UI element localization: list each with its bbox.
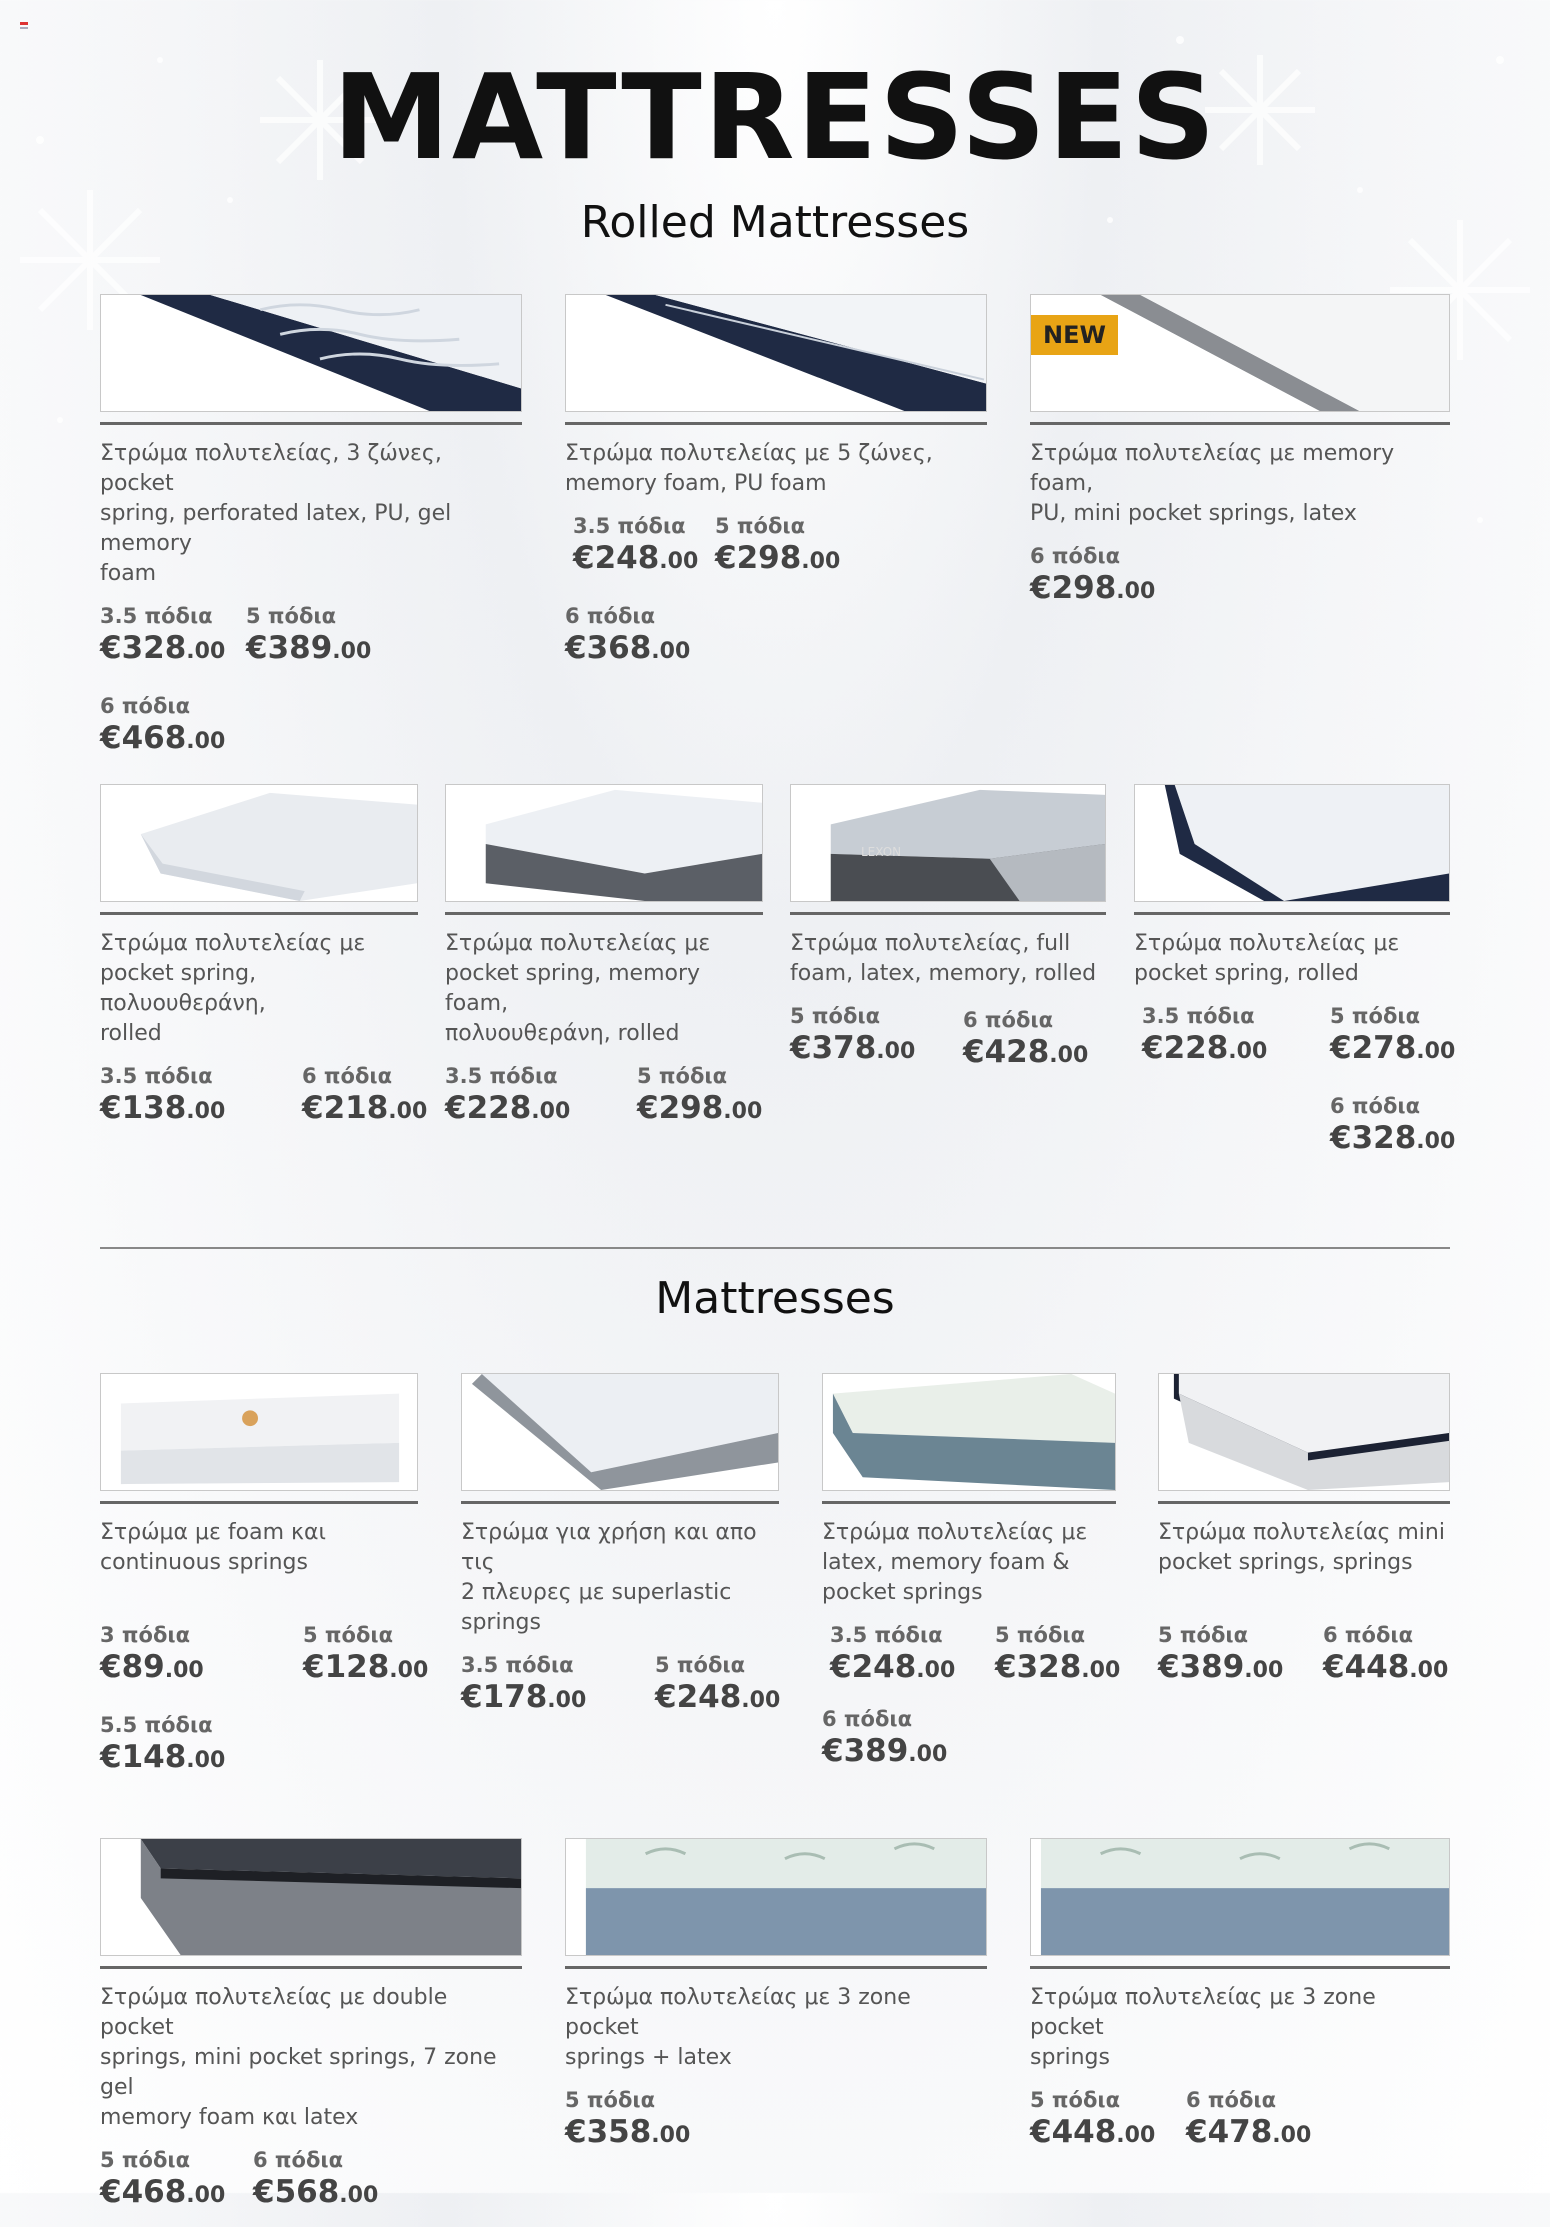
divider-line — [100, 422, 522, 425]
divider-line — [100, 1501, 418, 1504]
price-value: €248.00 — [655, 1679, 781, 1715]
price-tag — [100, 1063, 225, 1131]
product-description — [1030, 439, 1450, 529]
section-title-rolled: Rolled Mattresses — [580, 197, 970, 248]
brand-logo: LEXON — [861, 845, 902, 859]
product-description — [445, 929, 763, 1049]
price-tag — [1330, 1003, 1455, 1071]
price-value: €448.00 — [1030, 2114, 1156, 2150]
product-card[interactable] — [100, 1838, 522, 2227]
price-value: €298.00 — [637, 1090, 763, 1126]
product-description — [565, 1983, 987, 2073]
size-label: 6 πόδια — [302, 1064, 392, 1088]
price-value: €298.00 — [1030, 570, 1156, 606]
price-tag — [461, 1652, 586, 1720]
size-label: 3.5 πόδια — [445, 1064, 558, 1088]
product-card[interactable] — [790, 784, 1106, 1083]
size-label: 5 πόδια — [1158, 1623, 1248, 1647]
description-line: Στρώμα πολυτελείας με 3 zone pocket — [1030, 1985, 1376, 2040]
size-label: 6 πόδια — [1030, 544, 1120, 568]
size-label: 5 πόδια — [655, 1653, 745, 1677]
divider-line — [565, 1966, 987, 1969]
price-value: €328.00 — [995, 1649, 1121, 1685]
divider-line — [1134, 912, 1450, 915]
size-label: 3.5 πόδια — [830, 1623, 943, 1647]
description-line: Στρώμα πολυτελείας με memory foam, — [1030, 441, 1395, 496]
description-line: rolled — [100, 1021, 162, 1046]
price-tag — [253, 2147, 378, 2215]
size-label: 5 πόδια — [1330, 1004, 1420, 1028]
size-label: 5 πόδια — [303, 1623, 393, 1647]
price-tag — [100, 1712, 225, 1780]
divider-line — [445, 912, 763, 915]
description-line: Στρώμα πολυτελείας με — [100, 931, 366, 956]
mattress-image — [565, 294, 987, 412]
description-line: Στρώμα πολυτελείας με — [822, 1520, 1088, 1545]
price-tag — [246, 603, 371, 671]
divider-line — [461, 1501, 779, 1504]
description-line: pocket spring, πολυουθεράνη, — [100, 961, 266, 1016]
price-value: €228.00 — [445, 1090, 571, 1126]
mattress-image — [790, 784, 1106, 902]
product-card[interactable] — [565, 294, 987, 673]
size-label: 6 πόδια — [1330, 1094, 1420, 1118]
size-label: 6 πόδια — [565, 604, 655, 628]
price-tag — [100, 693, 225, 761]
new-badge: NEW — [1031, 315, 1118, 355]
size-label: 5 πόδια — [100, 2148, 190, 2172]
price-value: €178.00 — [461, 1679, 587, 1715]
product-card[interactable] — [100, 1373, 429, 1775]
description-line: foam, latex, memory, rolled — [790, 961, 1097, 986]
description-line: foam — [100, 561, 157, 586]
size-label: 5 πόδια — [790, 1004, 880, 1028]
description-line: springs, mini pocket springs, 7 zone gel — [100, 2045, 497, 2100]
price-tag — [995, 1622, 1120, 1690]
description-line: Στρώμα με foam και — [100, 1520, 326, 1545]
mattress-image — [1030, 1838, 1450, 1956]
price-value: €478.00 — [1186, 2114, 1312, 2150]
product-card[interactable] — [1030, 1838, 1450, 2167]
size-label: 3.5 πόδια — [100, 1064, 213, 1088]
description-line: Στρώμα πολυτελείας με — [445, 931, 711, 956]
section-title-mattresses: Mattresses — [655, 1273, 895, 1324]
description-line: Στρώμα πολυτελείας με — [1134, 931, 1400, 956]
price-value: €89.00 — [100, 1649, 204, 1685]
product-description — [100, 439, 522, 589]
product-card[interactable] — [100, 784, 428, 1143]
size-label: 6 πόδια — [963, 1008, 1053, 1032]
price-value: €278.00 — [1330, 1030, 1456, 1066]
price-tag — [1158, 1622, 1283, 1690]
product-description — [1158, 1518, 1450, 1578]
price-value: €389.00 — [246, 630, 372, 666]
section-divider — [100, 1247, 1450, 1249]
mattress-image — [100, 1838, 522, 1956]
product-description — [790, 929, 1106, 989]
product-description — [1030, 1983, 1450, 2073]
price-value: €389.00 — [1158, 1649, 1284, 1685]
price-value: €358.00 — [565, 2114, 691, 2150]
mattress-image — [461, 1373, 779, 1491]
price-value: €148.00 — [100, 1739, 226, 1775]
price-value: €328.00 — [1330, 1120, 1456, 1156]
description-line: latex, memory foam & — [822, 1550, 1070, 1575]
price-tag — [565, 2087, 690, 2155]
product-description — [461, 1518, 779, 1638]
size-label: 5 πόδια — [1030, 2088, 1120, 2112]
price-value: €428.00 — [963, 1034, 1089, 1070]
size-label: 6 πόδια — [1186, 2088, 1276, 2112]
description-line: Στρώμα για χρήση και απο τις — [461, 1520, 757, 1575]
description-line: springs — [461, 1610, 541, 1635]
product-card[interactable] — [822, 1373, 1121, 1772]
price-value: €378.00 — [790, 1030, 916, 1066]
price-tag — [963, 1007, 1088, 1075]
corner-mark — [20, 22, 28, 25]
size-label: 5 πόδια — [715, 514, 805, 538]
price-tag — [830, 1622, 955, 1690]
mattress-image — [445, 784, 763, 902]
price-tag — [573, 513, 698, 581]
price-value: €138.00 — [100, 1090, 226, 1126]
size-label: 5 πόδια — [637, 1064, 727, 1088]
mattress-image — [100, 784, 418, 902]
description-line: PU, mini pocket springs, latex — [1030, 501, 1357, 526]
description-line: Στρώμα πολυτελείας, 3 ζώνες, pocket — [100, 441, 442, 496]
description-line: springs — [1030, 2045, 1110, 2070]
description-line: pocket spring, memory foam, — [445, 961, 701, 1016]
product-card[interactable] — [100, 294, 522, 763]
price-value: €128.00 — [303, 1649, 429, 1685]
price-tag — [302, 1063, 427, 1131]
product-card[interactable] — [1134, 784, 1456, 1156]
description-line: Στρώμα πολυτελείας με double pocket — [100, 1985, 448, 2040]
size-label: 3.5 πόδια — [1142, 1004, 1255, 1028]
mattress-image — [100, 294, 522, 412]
price-value: €248.00 — [573, 540, 699, 576]
price-tag — [1323, 1622, 1448, 1690]
size-label: 6 πόδια — [822, 1707, 912, 1731]
divider-line — [100, 912, 418, 915]
product-description — [1134, 929, 1450, 989]
product-description — [100, 1983, 522, 2133]
description-line: Στρώμα πολυτελείας, full — [790, 931, 1071, 956]
price-value: €228.00 — [1142, 1030, 1268, 1066]
product-card[interactable] — [1030, 294, 1450, 623]
divider-line — [100, 1966, 522, 1969]
size-label: 5 πόδια — [246, 604, 336, 628]
price-tag — [1186, 2087, 1311, 2155]
divider-line — [1158, 1501, 1450, 1504]
size-label: 5.5 πόδια — [100, 1713, 213, 1737]
description-line: memory foam, PU foam — [565, 471, 827, 496]
product-card[interactable] — [445, 784, 763, 1143]
price-tag — [445, 1063, 570, 1131]
size-label: 6 πόδια — [253, 2148, 343, 2172]
size-label: 3.5 πόδια — [100, 604, 213, 628]
price-value: €468.00 — [100, 720, 226, 756]
description-line: pocket spring, rolled — [1134, 961, 1359, 986]
product-card[interactable] — [565, 1838, 987, 2167]
page-title: MATTRESSES — [332, 48, 1218, 186]
price-tag — [100, 603, 225, 671]
description-line: continuous springs — [100, 1550, 308, 1575]
description-line: 2 πλευρες με superlastic — [461, 1580, 732, 1605]
description-line: springs + latex — [565, 2045, 732, 2070]
product-description — [565, 439, 987, 499]
product-card[interactable] — [1158, 1373, 1450, 1702]
size-label: 6 πόδια — [100, 694, 190, 718]
mattress-image — [1134, 784, 1450, 902]
price-value: €218.00 — [302, 1090, 428, 1126]
mattress-image — [1158, 1373, 1450, 1491]
mattress-image — [1030, 294, 1450, 412]
price-tag — [565, 603, 690, 671]
price-value: €568.00 — [253, 2174, 379, 2210]
description-line: Στρώμα πολυτελείας με 3 zone pocket — [565, 1985, 911, 2040]
size-label: 3 πόδια — [100, 1623, 190, 1647]
product-description — [100, 929, 418, 1049]
price-tag — [1030, 543, 1155, 611]
description-line: πολυουθεράνη, rolled — [445, 1021, 680, 1046]
mattress-image — [822, 1373, 1116, 1491]
divider-line — [1030, 422, 1450, 425]
size-label: 3.5 πόδια — [573, 514, 686, 538]
price-tag — [1030, 2087, 1155, 2155]
price-tag — [303, 1622, 428, 1690]
size-label: 6 πόδια — [1323, 1623, 1413, 1647]
mattress-image — [565, 1838, 987, 1956]
price-tag — [822, 1706, 947, 1774]
description-line: pocket springs, springs — [1158, 1550, 1413, 1575]
size-label: 3.5 πόδια — [461, 1653, 574, 1677]
divider-line — [565, 422, 987, 425]
divider-line — [822, 1501, 1116, 1504]
price-tag — [1330, 1093, 1455, 1161]
product-description — [100, 1518, 418, 1578]
price-tag — [637, 1063, 762, 1131]
price-tag — [1142, 1003, 1267, 1071]
product-card[interactable] — [461, 1373, 779, 1732]
price-tag — [790, 1003, 915, 1071]
description-line: Στρώμα πολυτελείας με 5 ζώνες, — [565, 441, 933, 466]
product-description — [822, 1518, 1116, 1608]
price-value: €368.00 — [565, 630, 691, 666]
price-value: €468.00 — [100, 2174, 226, 2210]
size-label: 5 πόδια — [995, 1623, 1085, 1647]
price-tag — [100, 1622, 204, 1690]
price-tag — [100, 2147, 225, 2215]
price-tag — [655, 1652, 780, 1720]
size-label: 5 πόδια — [565, 2088, 655, 2112]
price-value: €389.00 — [822, 1733, 948, 1769]
description-line: spring, perforated latex, PU, gel memory — [100, 501, 452, 556]
price-value: €298.00 — [715, 540, 841, 576]
price-tag — [715, 513, 840, 581]
description-line: memory foam και latex — [100, 2105, 359, 2130]
divider-line — [790, 912, 1106, 915]
description-line: Στρώμα πολυτελείας mini — [1158, 1520, 1445, 1545]
price-value: €448.00 — [1323, 1649, 1449, 1685]
price-value: €248.00 — [830, 1649, 956, 1685]
price-value: €328.00 — [100, 630, 226, 666]
mattress-image — [100, 1373, 418, 1491]
divider-line — [1030, 1966, 1450, 1969]
description-line: pocket springs — [822, 1580, 983, 1605]
